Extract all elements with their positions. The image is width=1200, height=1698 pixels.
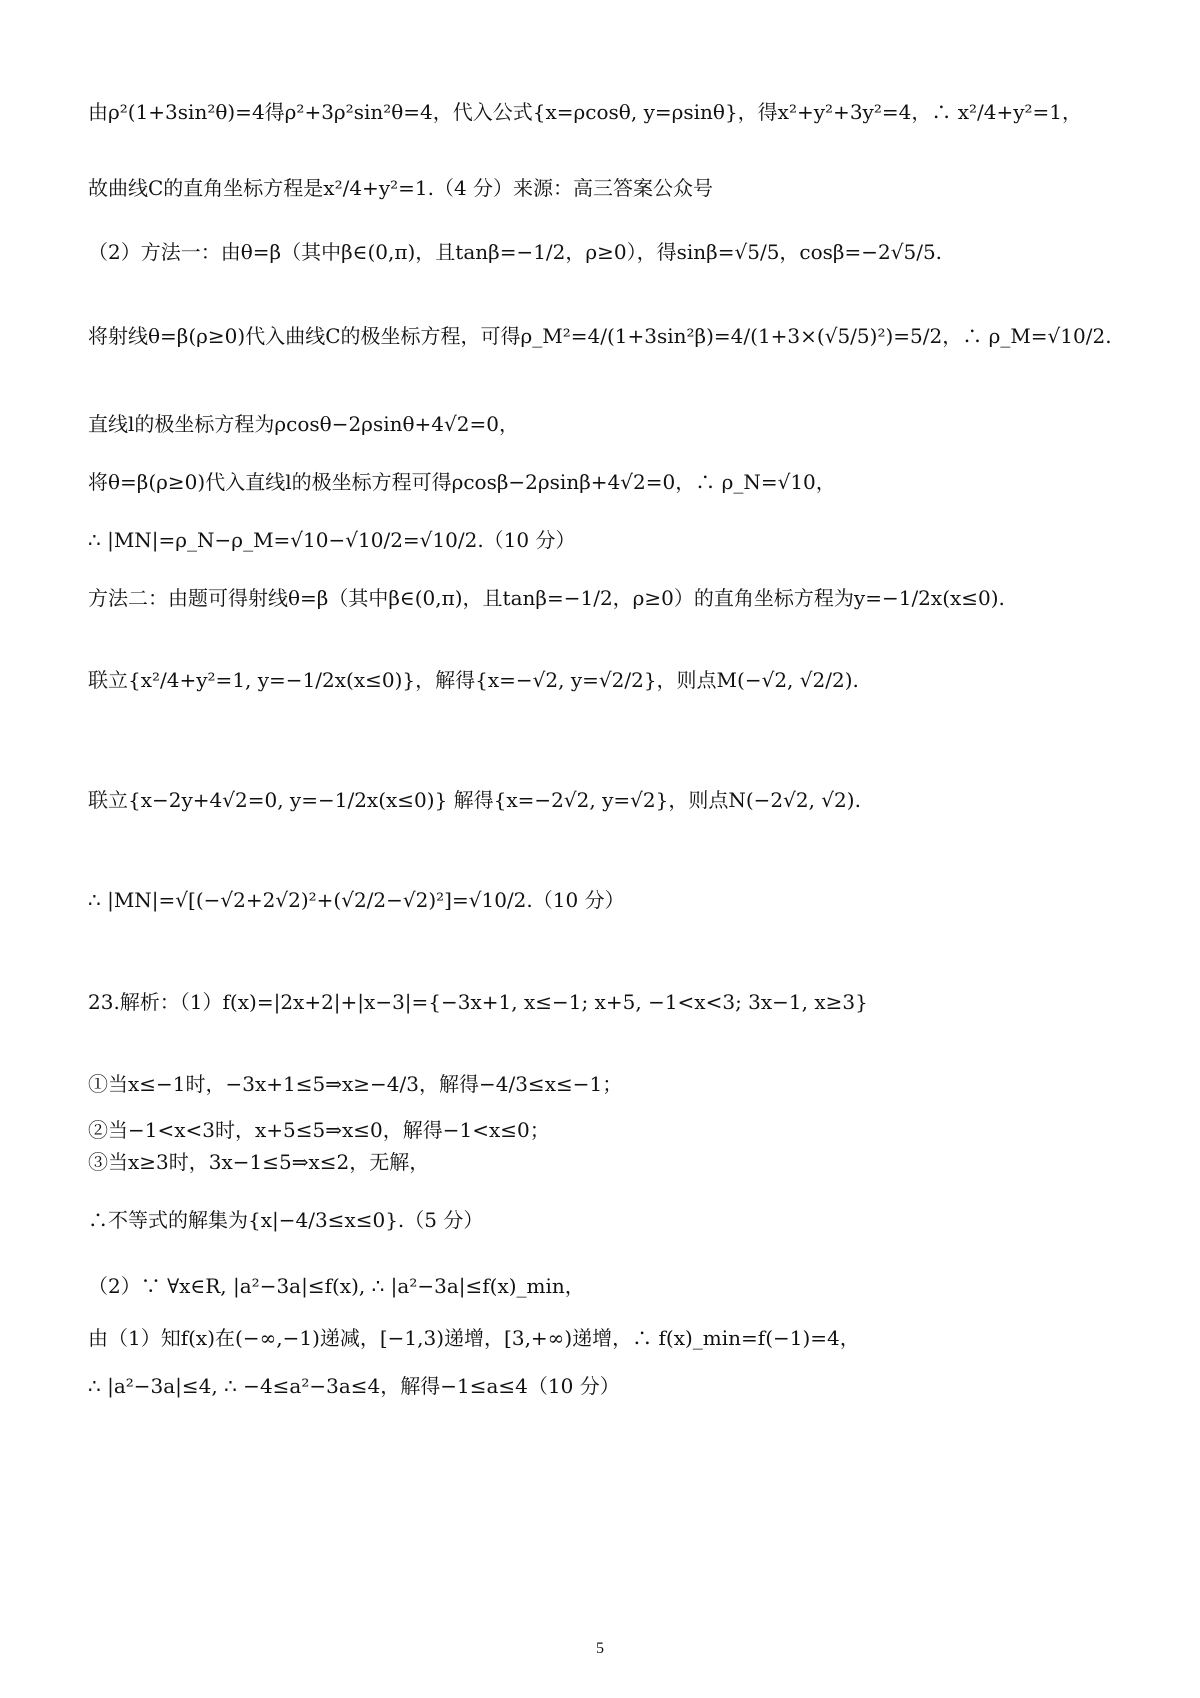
text-line: ③当x≥3时，3x−1≤5⇒x≤2，无解， [88, 1150, 430, 1174]
text-line: ②当−1<x<3时，x+5≤5⇒x≤0，解得−1<x≤0； [88, 1118, 550, 1142]
text-line: （2）方法一：由θ=β（其中β∈(0,π)，且tanβ=−1/2，ρ≥0），得sinβ=√5/5，cosβ=−2√5/5. [88, 240, 943, 264]
text-line: 将射线θ=β(ρ≥0)代入曲线C的极坐标方程，可得ρ_M²=4/(1+3sin²β)=4/(1+3×(√5/5)²)=5/2，∴ ρ_M=√10/2. [88, 324, 1112, 348]
text-line: ∴ |MN|=ρ_N−ρ_M=√10−√10/2=√10/2.（10 分） [88, 528, 576, 552]
text-line: 直线l的极坐标方程为ρcosθ−2ρsinθ+4√2=0， [88, 412, 519, 436]
text-line: 由ρ²(1+3sin²θ)=4得ρ²+3ρ²sin²θ=4，代入公式{x=ρcosθ, y=ρsinθ}，得x²+y²+3y²=4，∴ x²/4+y²=1， [88, 100, 1083, 124]
text-line: 方法二：由题可得射线θ=β（其中β∈(0,π)，且tanβ=−1/2，ρ≥0）的直角坐标方程为y=−1/2x(x≤0). [88, 586, 1005, 610]
text-line: 故曲线C的直角坐标方程是x²/4+y²=1.（4 分）来源：高三答案公众号 [88, 176, 714, 200]
text-line: （2）∵ ∀x∈R, |a²−3a|≤f(x), ∴ |a²−3a|≤f(x)_min， [88, 1274, 585, 1298]
text-line: 联立{x²/4+y²=1, y=−1/2x(x≤0)}，解得{x=−√2, y=√2/2}，则点M(−√2, √2/2). [88, 668, 859, 692]
page-number: 5 [596, 1640, 604, 1657]
text-line: 23.解析：（1）f(x)=|2x+2|+|x−3|={−3x+1, x≤−1; x+5, −1<x<3; 3x−1, x≥3} [88, 990, 868, 1014]
text-line: ∴不等式的解集为{x|−4/3≤x≤0}.（5 分） [88, 1208, 484, 1232]
text-line: 将θ=β(ρ≥0)代入直线l的极坐标方程可得ρcosβ−2ρsinβ+4√2=0，∴ ρ_N=√10， [88, 470, 836, 494]
text-line: 由（1）知f(x)在(−∞,−1)递减，[−1,3)递增，[3,+∞)递增，∴ f(x)_min=f(−1)=4， [88, 1326, 860, 1350]
text-line: ①当x≤−1时，−3x+1≤5⇒x≥−4/3，解得−4/3≤x≤−1； [88, 1072, 623, 1096]
text-line: ∴ |MN|=√[(−√2+2√2)²+(√2/2−√2)²]=√10/2.（10 分） [88, 888, 625, 912]
text-line: 联立{x−2y+4√2=0, y=−1/2x(x≤0)} 解得{x=−2√2, y=√2}，则点N(−2√2, √2). [88, 788, 861, 812]
text-line: ∴ |a²−3a|≤4, ∴ −4≤a²−3a≤4，解得−1≤a≤4（10 分） [88, 1374, 620, 1398]
